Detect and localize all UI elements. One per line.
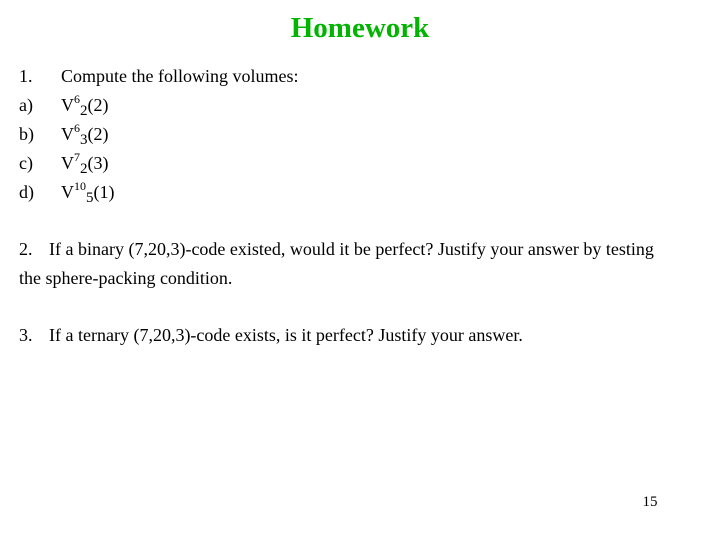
- volume-expression: [61, 119, 109, 151]
- question-2-text: If a binary (7,20,3)-code existed, would it be perfect? Justify your answer by testing the sphere-packing condition.: [19, 239, 654, 288]
- volume-radius: (2): [87, 95, 109, 115]
- question-1-row: [0, 61, 720, 91]
- volume-radius: (1): [93, 182, 115, 202]
- volume-radius: (3): [87, 153, 109, 173]
- volume-alphabet-size: 5: [86, 190, 94, 206]
- volume-length: 7: [74, 150, 80, 164]
- volume-alphabet-size: 2: [80, 103, 88, 119]
- volume-length: 10: [74, 179, 86, 193]
- question-3: [19, 321, 674, 350]
- question-1-item-c: [0, 148, 720, 178]
- volume-expression: [61, 177, 115, 209]
- question-1-item-d: [0, 177, 720, 207]
- question-3-text: If a ternary (7,20,3)-code exists, is it perfect? Justify your answer.: [49, 325, 523, 345]
- question-2-number: 2.: [19, 239, 33, 259]
- volume-length: 6: [74, 92, 80, 106]
- volume-radius: (2): [87, 124, 109, 144]
- volume-symbol: V: [61, 124, 74, 144]
- volume-expression: [61, 148, 109, 180]
- question-1-item-a: [0, 90, 720, 120]
- question-3-number: 3.: [19, 325, 33, 345]
- volume-alphabet-size: 2: [80, 161, 88, 177]
- slide-title: Homework: [290, 12, 430, 44]
- volume-alphabet-size: 3: [80, 132, 88, 148]
- item-marker: a): [19, 95, 33, 115]
- volume-symbol: V: [61, 182, 74, 202]
- question-1-prompt: Compute the following volumes:: [61, 66, 299, 86]
- page-number: 15: [642, 494, 658, 510]
- volume-expression: [61, 90, 109, 122]
- item-marker: b): [19, 124, 34, 144]
- volume-symbol: V: [61, 153, 74, 173]
- volume-length: 6: [74, 121, 80, 135]
- item-marker: c): [19, 153, 33, 173]
- question-2: [19, 235, 674, 293]
- question-1-item-b: [0, 119, 720, 149]
- volume-symbol: V: [61, 95, 74, 115]
- item-marker: d): [19, 182, 34, 202]
- question-1-number: 1.: [19, 66, 33, 86]
